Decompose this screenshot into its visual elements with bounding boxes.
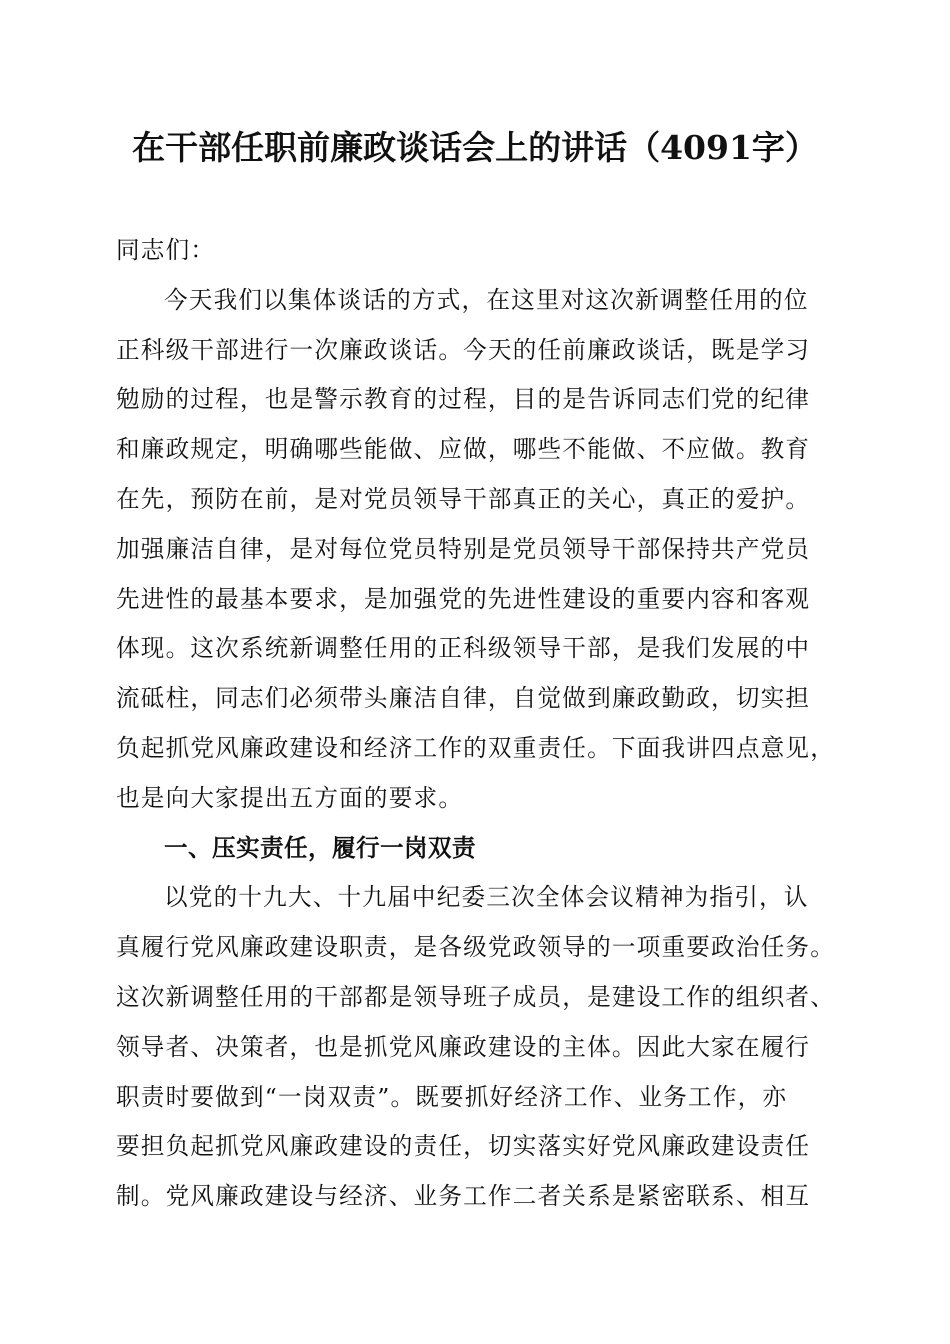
paragraph-line: 体现。这次系统新调整任用的正科级领导干部，是我们发展的中 xyxy=(116,634,811,663)
paragraph-line: 在先，预防在前，是对党员领导干部真正的关心，真正的爱护。 xyxy=(116,484,811,513)
paragraph-line: 这次新调整任用的干部都是领导班子成员，是建设工作的组织者、 xyxy=(116,982,836,1011)
paragraph-line: 和廉政规定，明确哪些能做、应做，哪些不能做、不应做。教育 xyxy=(116,435,811,464)
paragraph-line: 领导者、决策者，也是抓党风廉政建设的主体。因此大家在履行 xyxy=(116,1032,811,1061)
paragraph-line: 先进性的最基本要求，是加强党的先进性建设的重要内容和客观 xyxy=(116,584,811,613)
paragraph-line: 职责时要做到“一岗双责”。既要抓好经济工作、业务工作，亦 xyxy=(116,1082,788,1111)
paragraph-line: 勉励的过程，也是警示教育的过程，目的是告诉同志们党的纪律 xyxy=(116,385,811,414)
paragraph-line: 今天我们以集体谈话的方式，在这里对这次新调整任用的位 xyxy=(164,285,809,314)
document-body xyxy=(116,226,840,1222)
paragraph-line: 正科级干部进行一次廉政谈话。今天的任前廉政谈话，既是学习 xyxy=(116,335,811,364)
paragraph-1 xyxy=(116,276,840,824)
document-title: 在干部任职前廉政谈话会上的讲话（4091字） xyxy=(132,128,818,167)
paragraph-line: 负起抓党风廉政建设和经济工作的双重责任。下面我讲四点意见， xyxy=(116,733,836,762)
paragraph-line: 以党的十九大、十九届中纪委三次全体会议精神为指引，认 xyxy=(164,883,809,912)
paragraph-line: 制。党风廉政建设与经济、业务工作二者关系是紧密联系、相互 xyxy=(116,1182,811,1211)
paragraph-2 xyxy=(116,873,840,1222)
paragraph-line: 真履行党风廉政建设职责，是各级党政领导的一项重要政治任务。 xyxy=(116,933,836,962)
paragraph-line: 流砥柱，同志们必须带头廉洁自律，自觉做到廉政勤政，切实担 xyxy=(116,684,811,713)
paragraph-line: 也是向大家提出五方面的要求。 xyxy=(116,783,464,812)
paragraph-line: 加强廉洁自律，是对每位党员特别是党员领导干部保持共产党员 xyxy=(116,534,811,563)
section-heading-1: 一、压实责任，履行一岗双责 xyxy=(164,833,476,862)
paragraph-line: 要担负起抓党风廉政建设的责任，切实落实好党风廉政建设责任 xyxy=(116,1132,811,1161)
salutation: 同志们： xyxy=(116,236,216,264)
